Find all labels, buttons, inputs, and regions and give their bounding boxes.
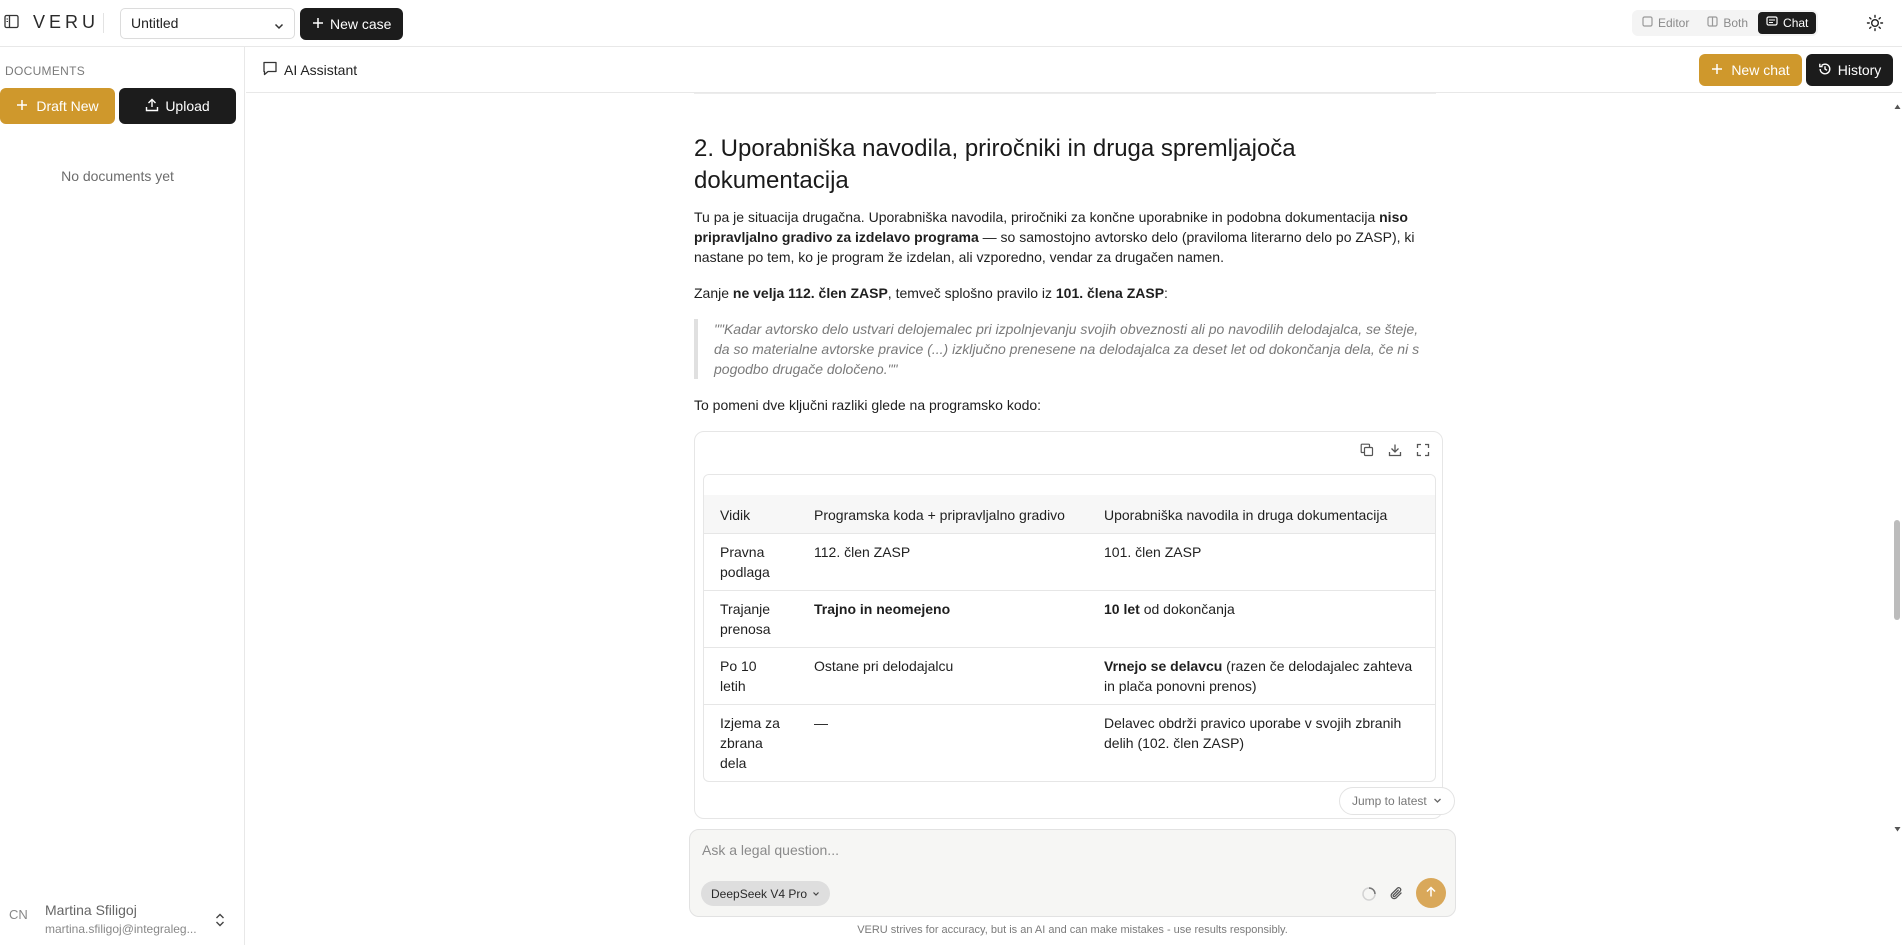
table-cell: Po 10 letih — [704, 648, 798, 705]
documents-sidebar — [0, 47, 245, 945]
case-select[interactable] — [120, 8, 295, 39]
chevron-down-icon — [274, 18, 284, 28]
avatar: CN — [9, 907, 28, 922]
composer — [689, 829, 1456, 917]
message-paragraph: Zanje ne velja 112. člen ZASP, temveč splošno pravilo iz 101. člena ZASP: — [694, 285, 1168, 301]
square-icon — [1642, 16, 1653, 30]
chat-title-label: AI Assistant — [284, 61, 358, 78]
plus-icon — [1711, 62, 1723, 78]
scrollbar-thumb[interactable] — [1894, 520, 1900, 620]
comparison-table-wrap — [703, 474, 1436, 782]
assistant-message — [694, 133, 1436, 819]
question-input[interactable]: Ask a legal question... — [702, 842, 839, 858]
chat-body — [246, 93, 1896, 945]
view-editor-button[interactable] — [1634, 12, 1697, 34]
disclaimer-text: VERU strives for accuracy, but is an AI and can make mistakes - use results responsibly. — [857, 924, 1288, 936]
divider — [694, 93, 1436, 94]
table-cell: 112. člen ZASP — [798, 534, 1088, 591]
comparison-table — [704, 475, 1435, 781]
new-chat-button[interactable] — [1699, 54, 1802, 86]
new-case-label: New case — [330, 16, 392, 32]
scroll-up-arrow[interactable] — [1894, 97, 1901, 103]
table-header-row — [704, 485, 1435, 534]
view-toggle — [1632, 10, 1818, 36]
table-row — [704, 534, 1435, 591]
upload-label: Upload — [165, 98, 210, 114]
top-bar — [0, 0, 1902, 47]
upload-icon — [145, 98, 159, 115]
column-header: Programska koda + pripravljalno gradivo — [798, 485, 1088, 534]
user-menu[interactable] — [0, 895, 245, 945]
view-both-label: Both — [1723, 16, 1749, 30]
scroll-down-arrow[interactable] — [1894, 819, 1901, 825]
new-case-button[interactable] — [300, 8, 403, 40]
table-cell: Pravna podlaga — [704, 534, 798, 591]
plus-icon — [16, 98, 28, 114]
table-row — [704, 591, 1435, 648]
send-button[interactable] — [1416, 878, 1446, 908]
history-label: History — [1837, 62, 1882, 78]
model-selector[interactable] — [701, 881, 830, 906]
column-header: Vidik — [704, 485, 798, 534]
table-toolbar — [1360, 442, 1430, 456]
plus-icon — [312, 16, 324, 32]
case-select-value: Untitled — [131, 15, 179, 31]
copy-icon[interactable] — [1360, 442, 1374, 456]
draft-new-label: Draft New — [36, 98, 99, 114]
table-cell: 10 let od dokončanja — [1088, 591, 1435, 648]
model-label: DeepSeek V4 Pro — [711, 886, 808, 901]
table-cell: Trajanje prenosa — [704, 591, 798, 648]
draft-new-button[interactable] — [0, 88, 115, 124]
table-card — [694, 431, 1443, 819]
new-chat-label: New chat — [1731, 62, 1790, 78]
table-cell: Vrnejo se delavcu (razen če delodajalec zahteva in plača ponovni prenos) — [1088, 648, 1435, 705]
sun-icon[interactable] — [1866, 14, 1884, 32]
message-paragraph: Tu pa je situacija drugačna. Uporabniška navodila, priročniki za končne uporabnike in podobna dokumentacija niso pripravljalno gradivo za izdelavo programa — so samostojno avtorsko delo (praviloma literarno delo po ZASP), ki nastane po tem, ko je program že izdelan, ali vzporedno, vendar za drugačen namen. — [694, 209, 1415, 265]
message-paragraph: To pomeni dve ključni razliki glede na programsko kodo: — [694, 397, 1042, 413]
chevron-down-icon — [1433, 794, 1442, 808]
empty-documents-text: No documents yet — [61, 168, 174, 184]
upload-button[interactable] — [119, 88, 236, 124]
view-chat-button[interactable] — [1758, 12, 1816, 34]
divider — [103, 13, 104, 33]
user-name: Martina Sfiligoj — [45, 902, 137, 918]
view-both-button[interactable] — [1699, 12, 1756, 34]
table-cell: Trajno in neomejeno — [798, 591, 1088, 648]
view-chat-label: Chat — [1783, 16, 1809, 30]
blockquote: ""Kadar avtorsko delo ustvari delojemalec pri izpolnjevanju svojih obveznosti ali po navodilih delodajalca, se šteje, da so materialne avtorske pravice (...) izključno prenesene na delodajalca za deset let od dokončanja dela, če ni s pogodbo drugače določeno."" — [694, 319, 1436, 379]
fullscreen-icon[interactable] — [1416, 442, 1430, 456]
paperclip-icon[interactable] — [1389, 885, 1405, 903]
chat-header — [246, 47, 1902, 93]
table-cell: Izjema za zbrana dela — [704, 705, 798, 782]
history-button[interactable] — [1806, 54, 1893, 86]
loading-spinner-icon — [1361, 886, 1377, 902]
chat-icon — [1766, 16, 1778, 30]
jump-to-latest-button[interactable] — [1339, 787, 1455, 815]
split-columns-icon — [1707, 16, 1718, 30]
table-cell: Ostane pri delodajalcu — [798, 648, 1088, 705]
table-cell: 101. člen ZASP — [1088, 534, 1435, 591]
message-square-icon — [262, 60, 278, 79]
chevron-up-down-icon — [213, 912, 227, 928]
sidebar-toggle-icon[interactable] — [4, 14, 19, 29]
message-heading: 2. Uporabniška navodila, priročniki in druga spremljajoča dokumentacija — [694, 135, 1296, 194]
app-logo: VERU — [33, 12, 100, 32]
table-cell: — — [798, 705, 1088, 782]
table-cell: Delavec obdrži pravico uporabe v svojih zbranih delih (102. člen ZASP) — [1088, 705, 1435, 782]
chevron-down-icon — [812, 887, 820, 901]
view-editor-label: Editor — [1658, 16, 1690, 30]
table-row — [704, 648, 1435, 705]
table-row — [704, 705, 1435, 782]
jump-to-latest-label: Jump to latest — [1352, 794, 1427, 808]
arrow-up-icon — [1425, 885, 1437, 901]
chat-title — [262, 60, 357, 79]
history-icon — [1818, 62, 1832, 79]
download-icon[interactable] — [1388, 442, 1402, 456]
user-email: martina.sfiligoj@integraleg... — [45, 922, 197, 936]
documents-heading: DOCUMENTS — [5, 64, 86, 78]
column-header: Uporabniška navodila in druga dokumentacija — [1088, 485, 1435, 534]
